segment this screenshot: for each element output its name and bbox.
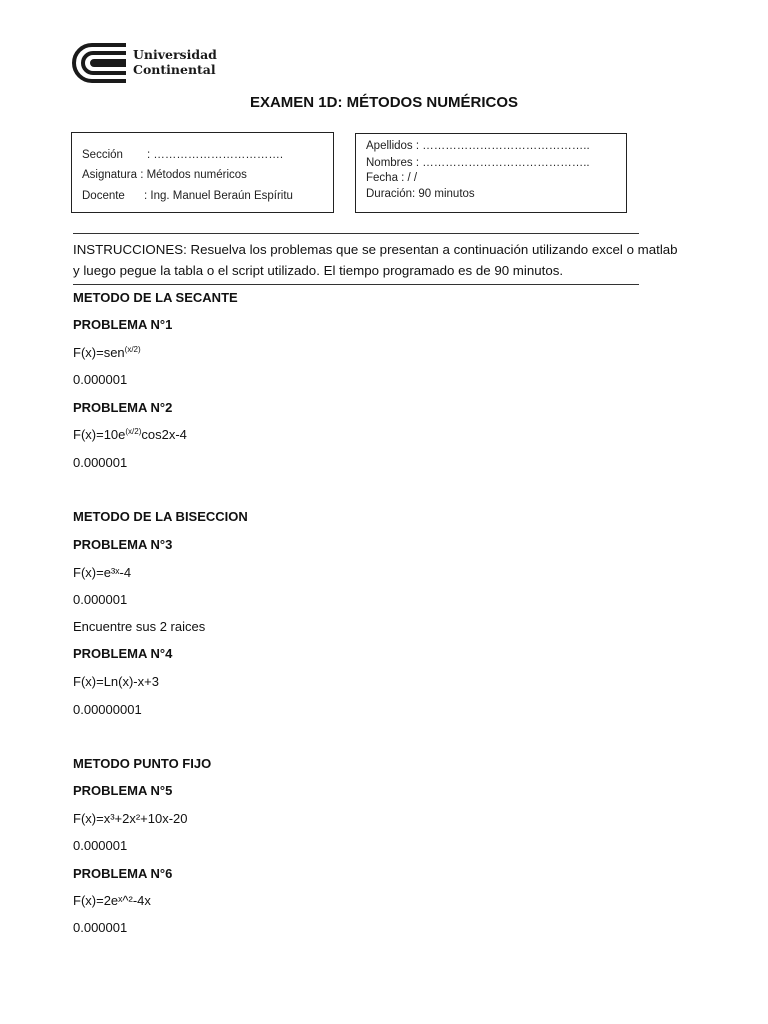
problem-4-title: PROBLEMA N°4 — [73, 646, 173, 661]
problem-2-function — [73, 427, 187, 442]
seccion-label: Sección — [82, 149, 123, 161]
apellidos-field[interactable]: Apellidos : …………………………………….. — [366, 140, 590, 152]
problem-6-tolerance: 0.000001 — [73, 920, 128, 935]
problem-2-tolerance: 0.000001 — [73, 455, 128, 470]
problem-1-function — [73, 345, 141, 360]
problem-1-tolerance: 0.000001 — [73, 372, 128, 387]
universidad-continental-logo-icon — [70, 43, 130, 83]
problem-6-function: F(x)=2eˣ^²-4x — [73, 893, 151, 908]
section-heading-biseccion: METODO DE LA BISECCION — [73, 509, 248, 524]
divider-top — [73, 233, 639, 234]
nombres-field[interactable]: Nombres : …………………………………….. — [366, 157, 590, 169]
problem-2-fx-exponent: (x/2) — [125, 427, 142, 436]
section-heading-secante: METODO DE LA SECANTE — [73, 290, 238, 305]
section-heading-punto-fijo: METODO PUNTO FIJO — [73, 756, 212, 771]
instructions-line-1: INSTRUCCIONES: Resuelva los problemas que se presentan a continuación utilizando excel o matlab — [73, 242, 678, 257]
problem-3-function: F(x)=e³ˣ-4 — [73, 565, 132, 580]
problem-5-function: F(x)=x³+2x²+10x-20 — [73, 811, 188, 826]
exam-title: EXAMEN 1D: MÉTODOS NUMÉRICOS — [249, 94, 519, 111]
problem-1-fx-base: F(x)=sen — [73, 345, 125, 360]
problem-1-fx-exponent: (x/2) — [124, 345, 141, 354]
logo-line-1: Universidad — [133, 47, 217, 62]
docente-row — [82, 190, 293, 202]
problem-2-fx-base: F(x)=10e — [73, 427, 126, 442]
problem-3-tolerance: 0.000001 — [73, 592, 128, 607]
asignatura-row — [82, 169, 247, 181]
instructions-line-2: y luego pegue la tabla o el script utilizado. El tiempo programado es de 90 minutos. — [73, 263, 564, 278]
docente-label: Docente — [82, 190, 125, 202]
duracion-text: Duración: 90 minutos — [366, 188, 475, 200]
problem-1-title: PROBLEMA N°1 — [73, 317, 173, 332]
student-info-box — [355, 133, 627, 213]
problem-3-title: PROBLEMA N°3 — [73, 537, 173, 552]
seccion-value: : ……………………………. — [147, 149, 284, 161]
course-info-box — [71, 132, 334, 213]
logo-line-2: Continental — [133, 62, 216, 77]
problem-5-tolerance: 0.000001 — [73, 838, 128, 853]
problem-2-title: PROBLEMA N°2 — [73, 400, 173, 415]
problem-2-fx-tail: cos2x-4 — [141, 427, 187, 442]
asignatura-label: Asignatura — [82, 169, 137, 181]
instructions — [73, 239, 733, 281]
asignatura-value: : Métodos numéricos — [140, 169, 247, 181]
problem-4-tolerance: 0.00000001 — [73, 702, 142, 717]
problem-6-title: PROBLEMA N°6 — [73, 866, 173, 881]
seccion-row — [82, 149, 283, 161]
docente-value: : Ing. Manuel Beraún Espíritu — [144, 190, 293, 202]
problem-5-title: PROBLEMA N°5 — [73, 783, 173, 798]
logo-text — [133, 47, 217, 77]
problem-3-note: Encuentre sus 2 raices — [73, 619, 206, 634]
problem-4-function: F(x)=Ln(x)-x+3 — [73, 674, 159, 689]
university-logo — [66, 38, 216, 88]
divider-bottom — [73, 284, 639, 285]
fecha-field[interactable]: Fecha : / / — [366, 172, 418, 184]
